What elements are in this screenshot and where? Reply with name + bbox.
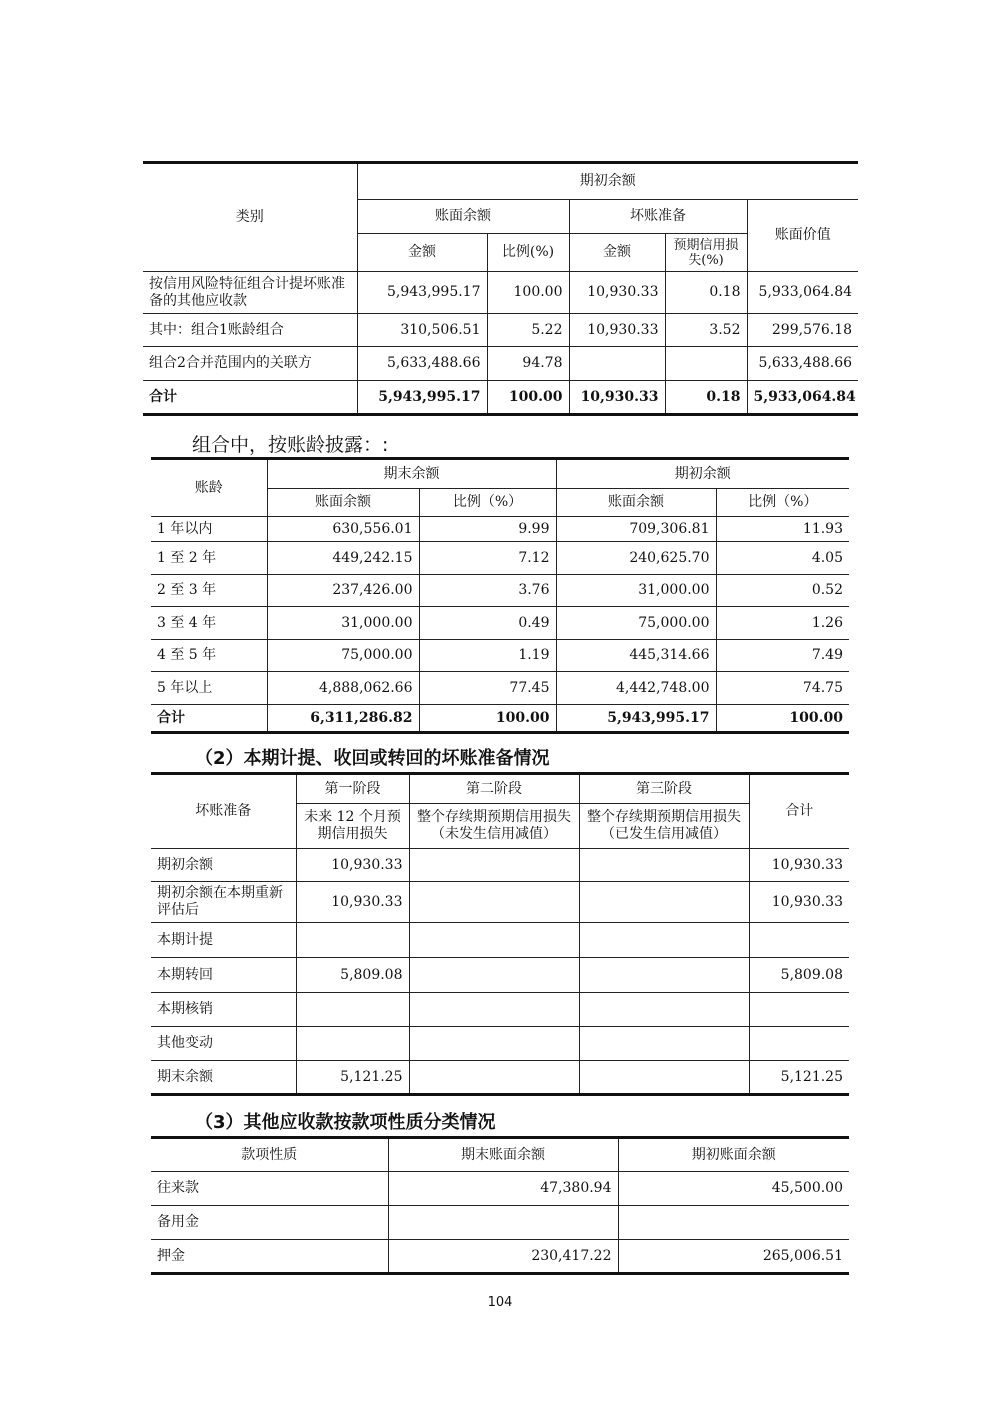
cell-loss	[665, 347, 747, 381]
cell-total: 10,930.33	[749, 849, 849, 882]
cell-end: 630,556.01	[267, 517, 419, 542]
header-provision-amount: 金额	[569, 234, 665, 272]
row-label: 4 至 5 年	[151, 640, 267, 672]
table-row	[151, 849, 849, 882]
section-title-provision: （2）本期计提、收回或转回的坏账准备情况	[195, 748, 550, 769]
header-aging: 账龄	[151, 459, 267, 517]
cell-provision: 10,930.33	[569, 272, 665, 314]
table-row	[151, 1061, 849, 1095]
cell-end: 237,426.00	[267, 575, 419, 607]
cell-stage1	[296, 923, 409, 958]
header-ratio: 比例(%)	[487, 234, 569, 272]
cell-stage3	[579, 958, 749, 993]
nature-table	[151, 1136, 849, 1275]
cell-begin: 709,306.81	[556, 517, 716, 542]
table-row	[143, 314, 858, 347]
row-label: 组合2合并范围内的关联方	[143, 347, 357, 381]
header-book-balance-end: 账面余额	[267, 489, 419, 517]
cell-ratio: 94.78	[487, 347, 569, 381]
row-label: 3 至 4 年	[151, 607, 267, 640]
table-row	[151, 923, 849, 958]
cell-stage1	[296, 1027, 409, 1061]
header-period-begin: 期初余额	[357, 163, 858, 200]
cell-begin-ratio: 100.00	[716, 705, 849, 733]
cell-begin: 4,442,748.00	[556, 672, 716, 705]
cell-stage3	[579, 923, 749, 958]
cell-total	[749, 1027, 849, 1061]
table-row	[151, 640, 849, 672]
row-label: 合计	[143, 381, 357, 415]
total-row	[143, 381, 858, 415]
cell-begin: 45,500.00	[618, 1172, 849, 1206]
cell-value: 5,633,488.66	[747, 347, 858, 381]
table-row	[151, 882, 849, 923]
header-bad-debt-provision: 坏账准备	[569, 200, 747, 234]
header-category: 类别	[143, 163, 357, 272]
cell-begin: 265,006.51	[618, 1240, 849, 1274]
cell-ratio: 100.00	[487, 381, 569, 415]
cell-begin-ratio: 74.75	[716, 672, 849, 705]
cell-total	[749, 923, 849, 958]
table-row	[151, 1240, 849, 1274]
cell-provision: 10,930.33	[569, 381, 665, 415]
row-label: 1 年以内	[151, 517, 267, 542]
cell-stage1: 10,930.33	[296, 882, 409, 923]
table-row	[151, 517, 849, 542]
cell-stage3	[579, 849, 749, 882]
cell-begin: 31,000.00	[556, 575, 716, 607]
cell-end-ratio: 9.99	[419, 517, 556, 542]
cell-stage1: 10,930.33	[296, 849, 409, 882]
header-ratio-end: 比例（%）	[419, 489, 556, 517]
row-label: 往来款	[151, 1172, 388, 1206]
header-stage1-desc: 未来 12 个月预期信用损失	[296, 804, 409, 849]
row-label: 期初余额在本期重新评估后	[151, 882, 296, 923]
cell-loss: 3.52	[665, 314, 747, 347]
cell-end	[388, 1206, 618, 1240]
cell-end: 4,888,062.66	[267, 672, 419, 705]
header-end: 期末账面余额	[388, 1138, 618, 1172]
row-label: 按信用风险特征组合计提坏账准备的其他应收款	[143, 272, 357, 314]
bad-debt-category-table	[143, 161, 858, 416]
table-row	[143, 347, 858, 381]
table-row	[151, 1206, 849, 1240]
table-row	[143, 272, 858, 314]
aging-table	[151, 457, 849, 734]
cell-end: 75,000.00	[267, 640, 419, 672]
cell-end: 31,000.00	[267, 607, 419, 640]
row-label: 2 至 3 年	[151, 575, 267, 607]
header-stage3: 第三阶段	[579, 774, 749, 804]
cell-total: 5,809.08	[749, 958, 849, 993]
cell-begin-ratio: 11.93	[716, 517, 849, 542]
header-amount: 金额	[357, 234, 487, 272]
cell-end-ratio: 77.45	[419, 672, 556, 705]
cell-end: 47,380.94	[388, 1172, 618, 1206]
cell-stage1: 5,809.08	[296, 958, 409, 993]
cell-stage2	[409, 882, 579, 923]
cell-begin-ratio: 0.52	[716, 575, 849, 607]
cell-amount: 5,943,995.17	[357, 272, 487, 314]
cell-end-ratio: 0.49	[419, 607, 556, 640]
cell-amount: 5,943,995.17	[357, 381, 487, 415]
header-begin: 期初账面余额	[618, 1138, 849, 1172]
cell-begin-ratio: 4.05	[716, 542, 849, 575]
header-book-balance: 账面余额	[357, 200, 569, 234]
cell-provision: 10,930.33	[569, 314, 665, 347]
header-expected-loss: 预期信用损失(%)	[665, 234, 747, 272]
table-row	[151, 1172, 849, 1206]
cell-end: 6,311,286.82	[267, 705, 419, 733]
cell-stage1	[296, 993, 409, 1027]
row-label: 其他变动	[151, 1027, 296, 1061]
cell-begin: 240,625.70	[556, 542, 716, 575]
cell-stage1: 5,121.25	[296, 1061, 409, 1095]
cell-end-ratio: 100.00	[419, 705, 556, 733]
header-provision: 坏账准备	[151, 774, 296, 849]
cell-end: 230,417.22	[388, 1240, 618, 1274]
cell-begin-ratio: 1.26	[716, 607, 849, 640]
cell-loss: 0.18	[665, 272, 747, 314]
page-number: 104	[487, 1295, 513, 1310]
cell-stage2	[409, 1061, 579, 1095]
row-label: 期初余额	[151, 849, 296, 882]
table-row	[151, 672, 849, 705]
cell-stage3	[579, 1061, 749, 1095]
header-book-value: 账面价值	[747, 200, 858, 272]
cell-stage3	[579, 993, 749, 1027]
cell-value: 299,576.18	[747, 314, 858, 347]
cell-begin: 75,000.00	[556, 607, 716, 640]
cell-stage3	[579, 882, 749, 923]
cell-amount: 310,506.51	[357, 314, 487, 347]
header-stage2: 第二阶段	[409, 774, 579, 804]
provision-stage-table	[151, 772, 849, 1096]
header-stage1: 第一阶段	[296, 774, 409, 804]
header-stage3-desc: 整个存续期预期信用损失（已发生信用减值）	[579, 804, 749, 849]
row-label: 其中：组合1账龄组合	[143, 314, 357, 347]
cell-stage2	[409, 1027, 579, 1061]
cell-provision	[569, 347, 665, 381]
cell-begin	[618, 1206, 849, 1240]
cell-end-ratio: 1.19	[419, 640, 556, 672]
cell-stage2	[409, 993, 579, 1027]
row-label: 期末余额	[151, 1061, 296, 1095]
cell-stage3	[579, 1027, 749, 1061]
cell-total: 5,121.25	[749, 1061, 849, 1095]
row-label: 本期计提	[151, 923, 296, 958]
section-title-aging: 组合中，按账龄披露：:	[192, 434, 389, 456]
cell-end-ratio: 3.76	[419, 575, 556, 607]
cell-stage2	[409, 849, 579, 882]
row-label: 本期转回	[151, 958, 296, 993]
section-title-nature: （3）其他应收款按款项性质分类情况	[195, 1112, 496, 1133]
row-label: 备用金	[151, 1206, 388, 1240]
header-book-balance-begin: 账面余额	[556, 489, 716, 517]
row-label: 5 年以上	[151, 672, 267, 705]
cell-ratio: 100.00	[487, 272, 569, 314]
cell-stage2	[409, 958, 579, 993]
header-nature: 款项性质	[151, 1138, 388, 1172]
table-row	[151, 958, 849, 993]
table-row	[151, 993, 849, 1027]
row-label: 本期核销	[151, 993, 296, 1027]
table-row	[151, 542, 849, 575]
row-label: 合计	[151, 705, 267, 733]
cell-amount: 5,633,488.66	[357, 347, 487, 381]
cell-ratio: 5.22	[487, 314, 569, 347]
cell-end: 449,242.15	[267, 542, 419, 575]
cell-begin-ratio: 7.49	[716, 640, 849, 672]
header-period-begin: 期初余额	[556, 459, 849, 489]
cell-value: 5,933,064.84	[747, 272, 858, 314]
table-row	[151, 575, 849, 607]
table-row	[151, 607, 849, 640]
row-label: 押金	[151, 1240, 388, 1274]
cell-value: 5,933,064.84	[747, 381, 858, 415]
header-stage2-desc: 整个存续期预期信用损失（未发生信用减值）	[409, 804, 579, 849]
header-period-end: 期末余额	[267, 459, 556, 489]
cell-total: 10,930.33	[749, 882, 849, 923]
header-total: 合计	[749, 774, 849, 849]
total-row	[151, 705, 849, 733]
cell-stage2	[409, 923, 579, 958]
table-row	[151, 1027, 849, 1061]
cell-end-ratio: 7.12	[419, 542, 556, 575]
header-ratio-begin: 比例（%）	[716, 489, 849, 517]
cell-begin: 445,314.66	[556, 640, 716, 672]
cell-loss: 0.18	[665, 381, 747, 415]
cell-begin: 5,943,995.17	[556, 705, 716, 733]
cell-total	[749, 993, 849, 1027]
row-label: 1 至 2 年	[151, 542, 267, 575]
